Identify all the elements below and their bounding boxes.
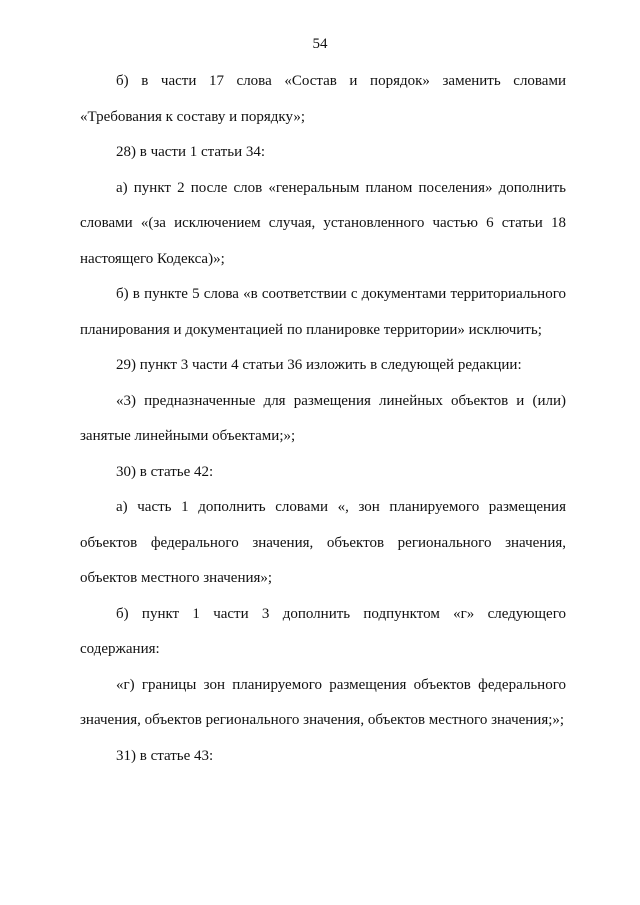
- paragraph: 28) в части 1 статьи 34:: [116, 144, 266, 160]
- paragraph: 29) пункт 3 части 4 статьи 36 изложить в следующей редакции:: [116, 357, 522, 373]
- page-number: 54: [312, 36, 328, 52]
- paragraph: «г) границы зон планируемого размещения объектов федерального значения, объектов регионального значения, объектов местного значения;»;: [80, 676, 566, 728]
- paragraph: 30) в статье 42:: [116, 463, 214, 480]
- paragraph: а) часть 1 дополнить словами «, зон планируемого размещения объектов федерального значения, объектов регионального значения, объектов местного значения»;: [80, 499, 566, 586]
- paragraph: б) пункт 1 части 3 дополнить подпунктом «г» следующего содержания:: [80, 605, 566, 657]
- paragraph: а) пункт 2 после слов «генеральным планом поселения» дополнить словами «(за исключением случая, установленного частью 6 статьи 18 настоящего Кодекса)»;: [80, 179, 566, 267]
- paragraph: б) в пункте 5 слова «в соответствии с документами территориального планирования и документацией по планировке территории» исключить;: [80, 286, 566, 338]
- paragraph: 31) в статье 43:: [116, 747, 214, 764]
- paragraph: «3) предназначенные для размещения линейных объектов и (или) занятые линейными объектами;»;: [80, 392, 566, 444]
- paragraph: б) в части 17 слова «Состав и порядок» заменить словами «Требования к составу и порядку»;: [80, 73, 566, 125]
- document-body: [80, 64, 566, 774]
